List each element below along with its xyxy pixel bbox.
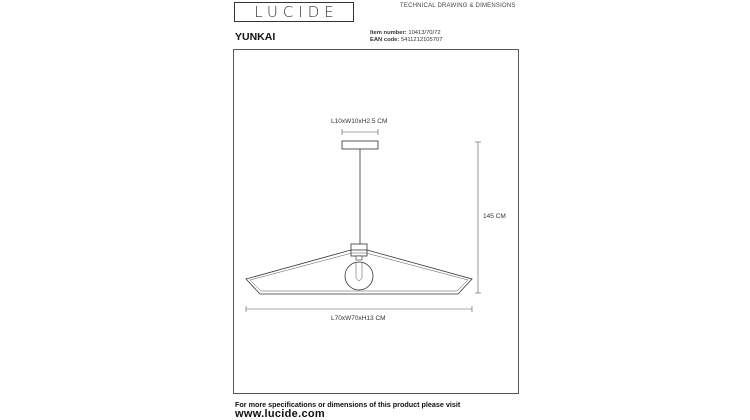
product-name: YUNKAI xyxy=(235,31,276,43)
bulb xyxy=(345,262,373,290)
item-number-label: Item number: xyxy=(370,30,407,36)
logo-text: LUCIDE xyxy=(254,3,339,21)
document-type-label: TECHNICAL DRAWING & DIMENSIONS xyxy=(400,3,516,9)
ean-label: EAN code: xyxy=(370,37,400,43)
canopy-dimension-label: L10xW10xH2.5 CM xyxy=(331,118,388,125)
height-dimension-label: 145 CM xyxy=(483,213,506,220)
website-link[interactable]: www.lucide.com xyxy=(235,408,325,420)
shade-dimension-label: L70xW70xH13 CM xyxy=(331,315,386,322)
canopy xyxy=(342,141,378,149)
ean-value: 5411212105707 xyxy=(400,37,443,43)
item-number-value: 10413/70/72 xyxy=(408,30,441,36)
lamp-socket xyxy=(356,256,362,260)
footer-note: For more specifications or dimensions of this product please visit xyxy=(235,400,461,409)
